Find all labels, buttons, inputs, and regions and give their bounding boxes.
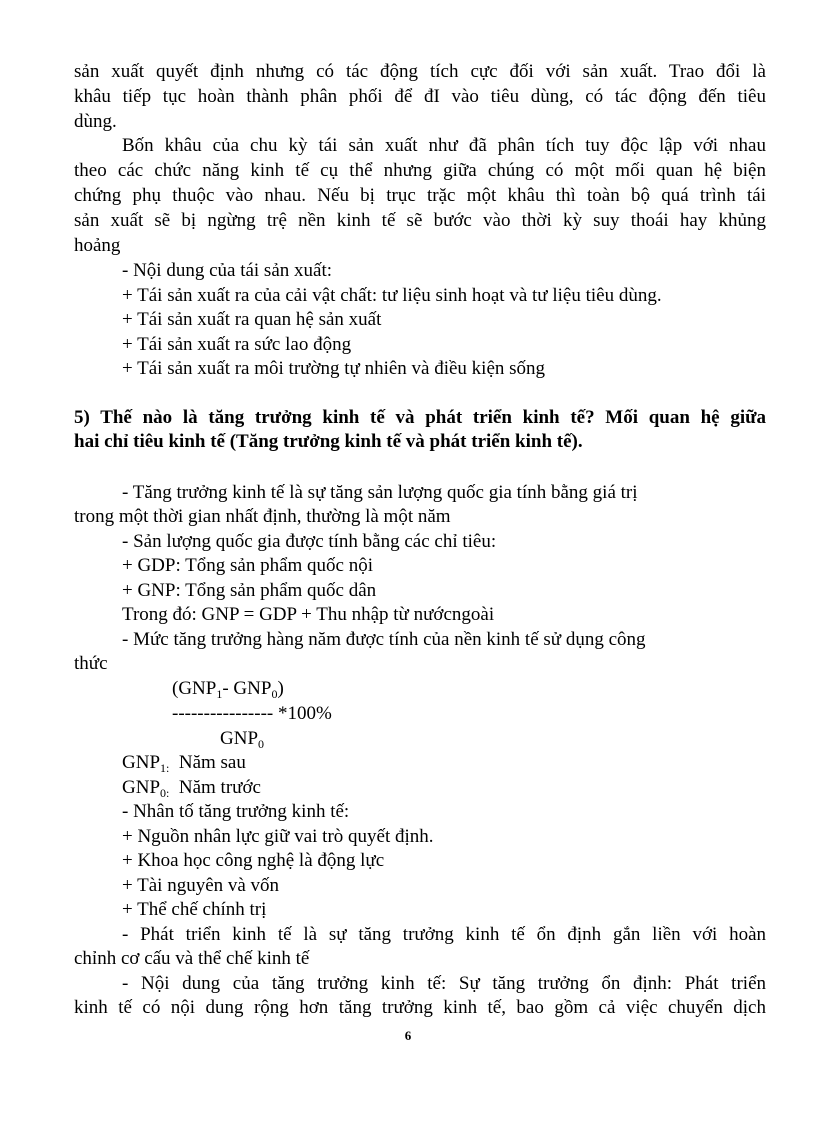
section-heading: hai chỉ tiêu kinh tế (Tăng trưởng kinh tế và phát triển kinh tế). (74, 431, 583, 452)
list-item: - Nội dung của tái sản xuất: (122, 260, 333, 281)
paragraph-line: - Tăng trưởng kinh tế là sự tăng sản lượng quốc gia tính bằng giá trị (122, 482, 638, 503)
list-item: + Tái sản xuất ra quan hệ sản xuất (122, 309, 382, 330)
list-item: - Nhân tố tăng trưởng kinh tế: (122, 801, 350, 822)
list-item: + Khoa học công nghệ là động lực (122, 850, 385, 871)
paragraph-line: - Phát triển kinh tế là sự tăng trưởng kinh tế ổn định gắn liền với hoàn (122, 924, 766, 945)
paragraph-line: - Nội dung của tăng trưởng kinh tế: Sự tăng trưởng ổn định: Phát triển (122, 973, 766, 994)
formula-numerator: ($GNP_1-$ $GNP_0$) (172, 678, 284, 701)
paragraph-line: Bốn khâu của chu kỳ tái sản xuất như đã phân tích tuy độc lập với nhau (122, 135, 766, 156)
section-heading: 5) Thế nào là tăng trưởng kinh tế và phát triển kinh tế? Mối quan hệ giữa (74, 407, 766, 428)
paragraph-line: - Mức tăng trưởng hàng năm được tính của nền kinh tế sử dụng công (122, 629, 646, 650)
list-item: + Tái sản xuất ra sức lao động (122, 334, 352, 355)
paragraph-line: trong một thời gian nhất định, thường là một năm (74, 506, 451, 527)
page-number: 6 (404, 1028, 412, 1043)
paragraph-line: kinh tế có nội dung rộng hơn tăng trưởng kinh tế, bao gồm cả việc chuyển dịch (74, 997, 766, 1018)
list-item: + Thể chế chính trị (122, 899, 267, 920)
formula-definition: Trong đó: GNP = GDP + Thu nhập từ nướcngoài (122, 604, 495, 625)
list-item: + Tái sản xuất ra của cải vật chất: tư liệu sinh hoạt và tư liệu tiêu dùng. (122, 285, 662, 306)
formula-legend: $GNP_{0:}$ Năm trước (122, 777, 261, 800)
paragraph-line: chứng phụ thuộc vào nhau. Nếu bị trục trặc một khâu thì toàn bộ quá trình tái (74, 185, 766, 206)
paragraph-line: thức (74, 653, 108, 674)
formula-fraction-line: ---------------- *100% (172, 703, 332, 724)
paragraph-line: khâu tiếp tục hoàn thành phân phối để đI vào tiêu dùng, có tác động đến tiêu (74, 86, 766, 107)
paragraph-line: dùng. (74, 111, 117, 132)
paragraph-line: sản xuất sẽ bị ngừng trệ nền kinh tế sẽ bước vào thời kỳ suy thoái hay khủng (74, 210, 766, 231)
paragraph-line: sản xuất quyết định nhưng có tác động tích cực đối với sản xuất. Trao đổi là (74, 61, 766, 82)
list-item: + GNP: Tổng sản phẩm quốc dân (122, 580, 377, 601)
list-item: - Sản lượng quốc gia được tính bằng các chỉ tiêu: (122, 531, 497, 552)
formula-legend: $GNP_{1:}$ Năm sau (122, 752, 246, 775)
list-item: + Tái sản xuất ra môi trường tự nhiên và điều kiện sống (122, 358, 546, 379)
list-item: + Tài nguyên và vốn (122, 875, 280, 896)
paragraph-line: hoảng (74, 235, 121, 256)
paragraph-line: theo các chức năng kinh tế cụ thể nhưng giữa chúng có một mối quan hệ biện (74, 160, 766, 181)
list-item: + GDP: Tổng sản phẩm quốc nội (122, 555, 374, 576)
paragraph-line: chỉnh cơ cấu và thể chế kinh tế (74, 948, 310, 969)
formula-denominator: $GNP_0$ (220, 728, 265, 751)
list-item: + Nguồn nhân lực giữ vai trò quyết định. (122, 826, 434, 847)
